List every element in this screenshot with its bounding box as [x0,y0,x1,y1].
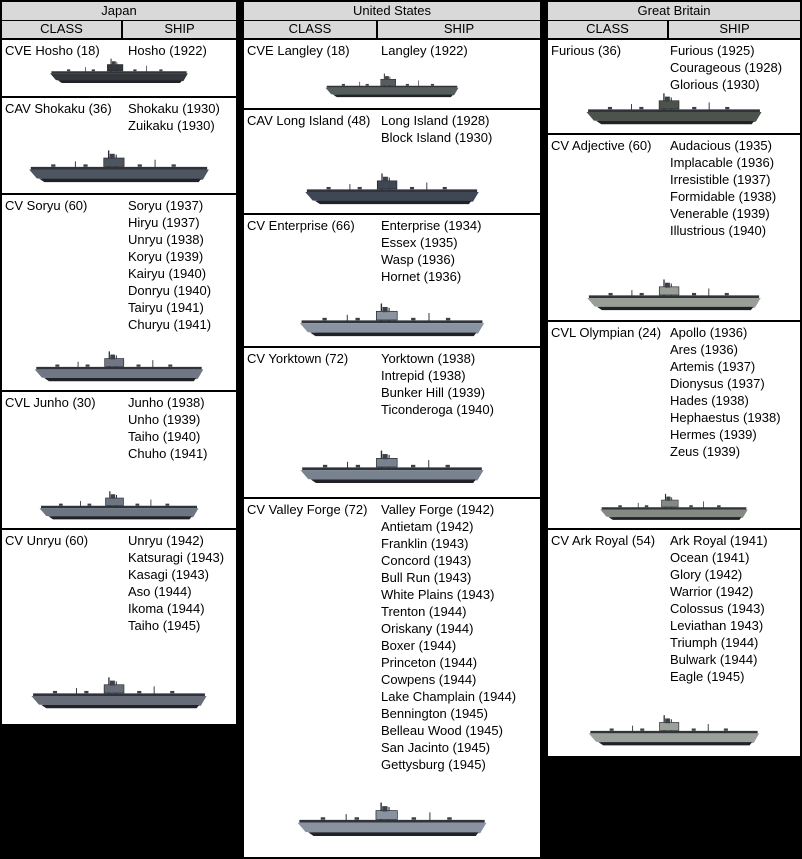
carrier-silhouette [37,488,202,523]
class-row [548,135,800,322]
table-united-states [242,0,542,859]
ship-list: Furious (1925) Courageous (1928) Glorious (1930) [670,43,783,92]
ship-list: Langley (1922) [381,43,468,58]
ship-list: Hosho (1922) [128,43,207,58]
country-header: Great Britain [548,2,800,21]
column-headers [2,21,236,40]
carrier-silhouette [583,90,766,128]
class-row [244,40,540,110]
class-name: CAV Shokaku (36) [5,101,112,116]
ship-list: Ark Royal (1941) Ocean (1941) Glory (1942) Warrior (1942) Colossus (1943) Leviathan 1943) Triumph (1944) Bulwark (1944) Eagle (1945) [670,533,768,684]
class-row [2,392,236,530]
class-row [548,40,800,135]
class-name: CVE Langley (18) [247,43,350,58]
class-name: CVL Junho (30) [5,395,96,410]
carrier-silhouette [32,348,207,385]
class-row [2,98,236,195]
country-header: United States [244,2,540,21]
class-name: CV Adjective (60) [551,138,652,153]
ship-list: Unryu (1942) Katsuragi (1943) Kasagi (1943) Aso (1944) Ikoma (1944) Taiho (1945) [128,533,225,633]
ship-list: Long Island (1928) Block Island (1930) [381,113,493,145]
class-row [244,215,540,348]
ship-list: Valley Forge (1942) Antietam (1942) Franklin (1943) Concord (1943) Bull Run (1943) White Plains (1943) Trenton (1944) Oriskany (1944) Boxer (1944) Princeton (1944) Cowpens (1944) Lake Champlain (1944) Bennington (1945) Belleau Wood (1945) San Jacinto (1945) Gettysburg (1945) [381,502,517,772]
class-name: CV Soryu (60) [5,198,88,213]
ship-list: Yorktown (1938) Intrepid (1938) Bunker Hill (1939) Ticonderoga (1940) [381,351,494,417]
ship-list: Enterprise (1934) Essex (1935) Wasp (1936) Hornet (1936) [381,218,482,284]
class-column-header: CLASS [548,21,669,38]
carrier-silhouette [584,276,764,314]
column-headers [244,21,540,40]
class-name: Furious (36) [551,43,622,58]
class-row [244,348,540,499]
class-row [244,499,540,857]
ship-list: Apollo (1936) Ares (1936) Artemis (1937) Dionysus (1937) Hades (1938) Hephaestus (1938) Hermes (1939) Zeus (1939) [670,325,781,459]
class-row [548,322,800,530]
table-great-britain [546,0,802,758]
carrier-silhouette [597,491,752,523]
class-name: CVL Olympian (24) [551,325,662,340]
class-name: CV Yorktown (72) [247,351,349,366]
ship-list: Shokaku (1930) Zuikaku (1930) [128,101,220,133]
class-name: CVE Hosho (18) [5,43,100,58]
class-name: CV Ark Royal (54) [551,533,656,548]
carrier-silhouette [28,674,211,712]
carrier-silhouette [26,147,213,186]
ship-list: Audacious (1935) Implacable (1936) Irresistible (1937) Formidable (1938) Venerable (1939) Illustrious (1940) [670,138,777,238]
column-headers [548,21,800,40]
carrier-silhouette [294,799,490,840]
ship-column-header: SHIP [164,21,195,36]
class-name: CAV Long Island (48) [247,113,371,128]
class-row [548,530,800,756]
table-japan [0,0,238,726]
class-column-header: CLASS [2,21,123,38]
class-row [2,530,236,724]
carrier-silhouette [48,56,191,86]
carrier-silhouette [296,300,489,340]
class-column-header: CLASS [244,21,378,38]
ship-column-header: SHIP [443,21,475,36]
carrier-silhouette [585,712,763,749]
ship-list: Soryu (1937) Hiryu (1937) Unryu (1938) Koryu (1939) Kairyu (1940) Donryu (1940) Tairyu (1941) Churyu (1941) [128,198,212,332]
carrier-silhouette [297,447,487,487]
ship-column-header: SHIP [719,21,750,36]
carrier-silhouette [323,71,461,100]
carrier-silhouette [302,170,482,208]
class-name: CV Unryu (60) [5,533,89,548]
country-header: Japan [2,2,236,21]
class-row [244,110,540,215]
class-row [2,195,236,392]
class-name: CV Valley Forge (72) [247,502,368,517]
class-name: CV Enterprise (66) [247,218,355,233]
ship-list: Junho (1938) Unho (1939) Taiho (1940) Chuho (1941) [128,395,208,461]
class-row [2,40,236,98]
